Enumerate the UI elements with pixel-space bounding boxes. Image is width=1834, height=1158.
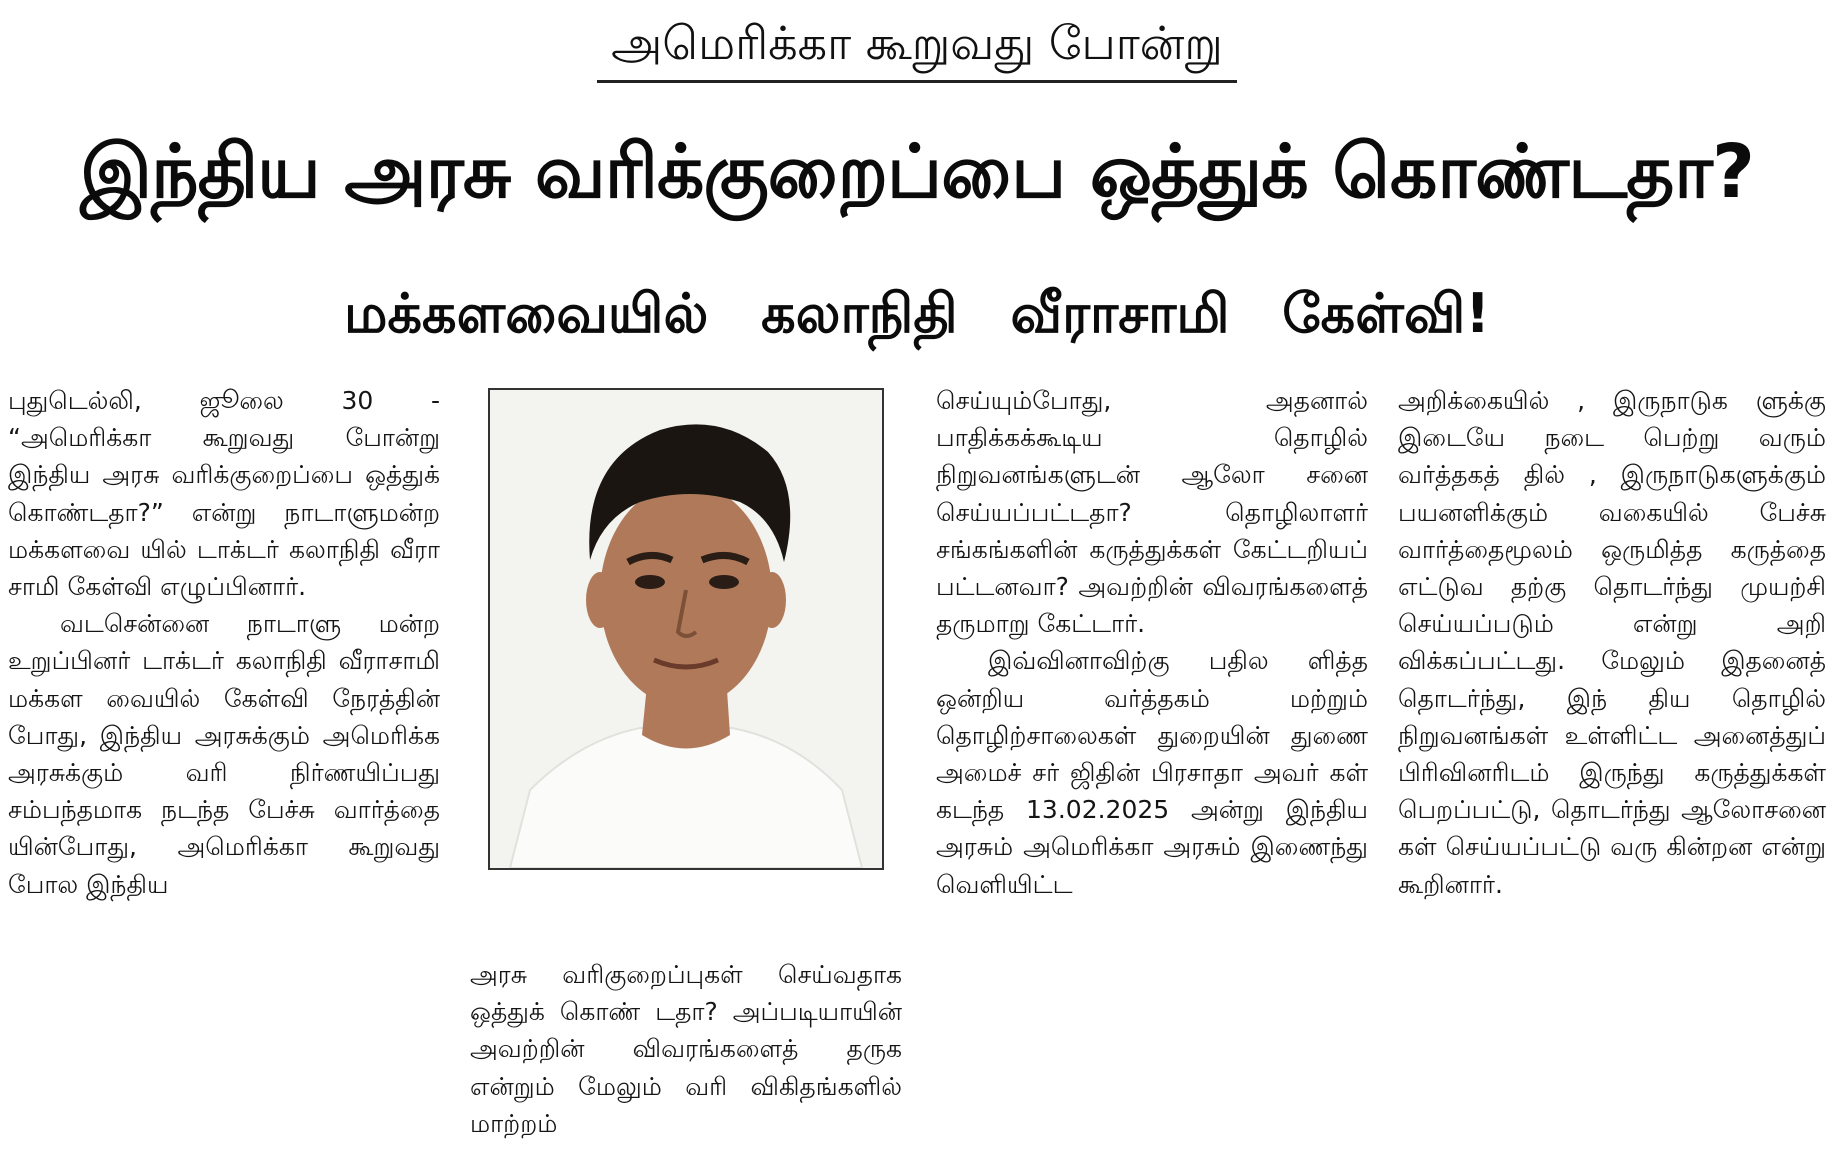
article-column-1: [8, 382, 440, 903]
article-kicker: அமெரிக்கா கூறுவது போன்று: [597, 10, 1237, 83]
photo-ear-left: [586, 572, 614, 628]
article-column-4: [1398, 382, 1826, 903]
photo-ear-right: [758, 572, 786, 628]
paragraph: புதுடெல்லி, ஜூலை 30 - “அமெரிக்கா கூறுவது போன்று இந்திய அரசு வரிக்குறைப்பை ஒத்துக் கொண்டதா?” என்று நாடாளுமன்ற மக்களவை யில் டாக்டர் கலாநிதி வீரா சாமி கேள்வி எழுப்பினார்.: [8, 386, 440, 602]
kicker-wrapper: [0, 10, 1834, 83]
article-headline: இந்திய அரசு வரிக்குறைப்பை ஒத்துக் கொண்டதா?: [80, 129, 1754, 215]
portrait-photo-icon: [490, 390, 882, 868]
photo-eye-left: [635, 575, 665, 589]
paragraph: அரசு வரிகுறைப்புகள் செய்வதாக ஒத்துக் கொண் டதா? அப்படியாயின் அவற்றின் விவரங்களைத் தருக என்றும் மேலும் வரி விகிதங்களில் மாற்றம்: [470, 960, 902, 1138]
article-subheadline: மக்களவையில் கலாநிதி வீராசாமி கேள்வி!: [344, 282, 1490, 345]
paragraph: அறிக்கையில் , இருநாடுக ளுக்கு இடையே நடை பெற்று வரும் வர்த்தகத் தில் , இருநாடுகளுக்கும் பயனளிக்கும் வகையில் பேச்சு வார்த்தைமூலம் ஒருமித்த கருத்தை எட்டுவ தற்கு தொடர்ந்து முயற்சி செய்யப்படும் என்று அறி விக்கப்பட்டது. மேலும் இதனைத் தொடர்ந்து, இந் திய தொழில் நிறுவனங்கள் உள்ளிட்ட அனைத்துப் பிரிவினரிடம் இருந்து கருத்துக்கள் பெறப்பட்டு, தொடர்ந்து ஆலோசனை கள் செய்யப்பட்டு வரு கின்றன என்று கூறினார்.: [1398, 386, 1826, 899]
portrait-photo: [488, 388, 884, 870]
paragraph: செய்யும்போது, அதனால் பாதிக்கக்கூடிய தொழில் நிறுவனங்களுடன் ஆலோ சனை செய்யப்பட்டதா? தொழிலாளர் சங்கங்களின் கருத்துக்கள் கேட்டறியப் பட்டனவா? அவற்றின் விவரங்களைத் தருமாறு கேட்டார்.: [936, 386, 1368, 639]
paragraph: வடசென்னை நாடாளு மன்ற உறுப்பினர் டாக்டர் கலாநிதி வீராசாமி மக்கள வையில் கேள்வி நேரத்தின் போது, இந்திய அரசுக்கும் அமெரிக்க அரசுக்கும் வரி நிர்ணயிப்பது சம்பந்தமாக நடந்த பேச்சு வார்த்தை யின்போது, அமெரிக்கா கூறுவது போல இந்திய: [8, 609, 440, 899]
article-column-2: [470, 956, 902, 1142]
photo-eye-right: [709, 575, 739, 589]
paragraph: இவ்வினாவிற்கு பதில ளித்த ஒன்றிய வர்த்தகம் மற்றும் தொழிற்சாலைகள் துறையின் துணை அமைச் சர் ஜிதின் பிரசாதா அவர் கள் கடந்த 13.02.2025 அன்று இந்திய அரசும் அமெரிக்கா அரசும் இணைந்து வெளியிட்ட: [936, 646, 1368, 899]
article-column-3: [936, 382, 1368, 903]
